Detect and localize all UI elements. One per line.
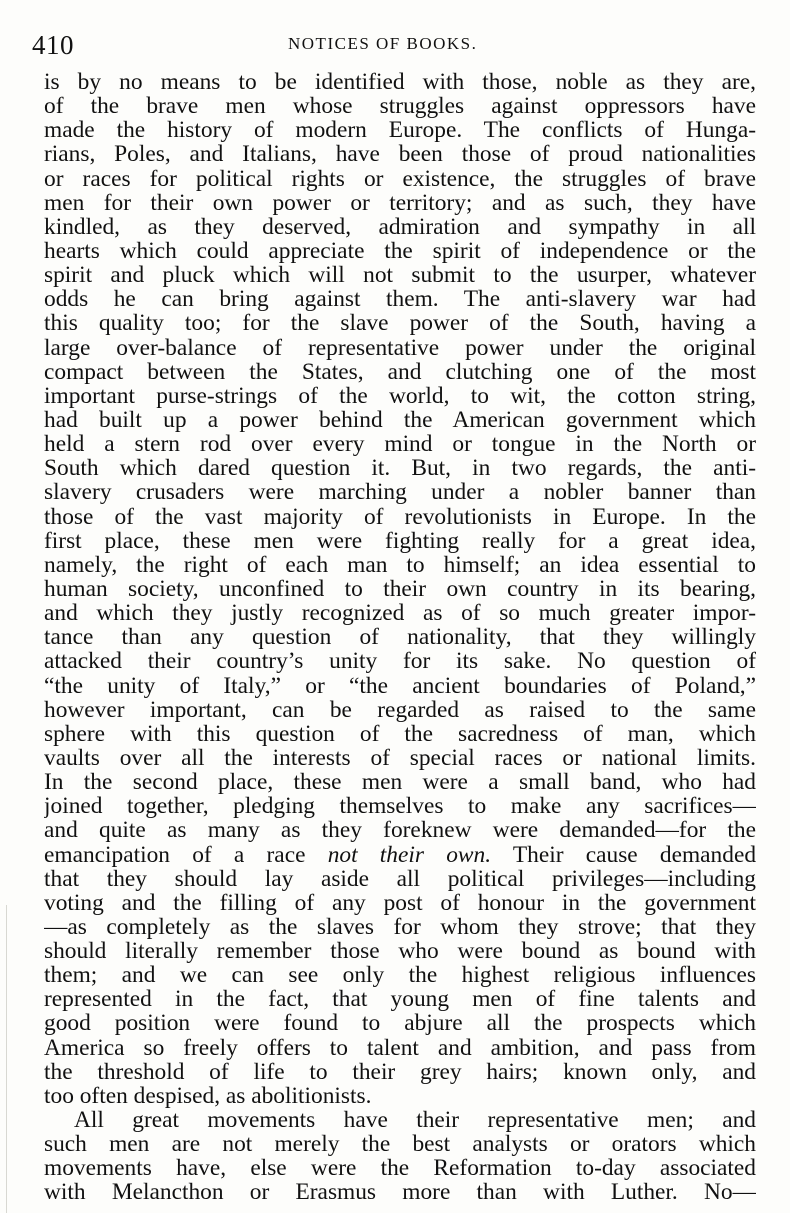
text-line: such men are not merely the best analysts or orators which [44, 1132, 756, 1157]
text-line: namely, the right of each man to himself; an idea essential to [44, 552, 756, 577]
text-line: voting and the filling of any post of honour in the government [44, 890, 756, 915]
text-line: sphere with this question of the sacredness of man, which [44, 721, 756, 746]
text-line: should literally remember those who were bound as bound with [44, 939, 756, 964]
text-line-with-italic [44, 843, 756, 867]
text-line: —as completely as the slaves for whom they strove; that they [44, 914, 756, 940]
text-line: this quality too; for the slave power of the South, having a [44, 311, 756, 336]
gutter-rule [6, 905, 7, 1213]
text-line: rians, Poles, and Italians, have been those of proud nationalities [44, 142, 756, 167]
text-line: odds he can bring against them. The anti-slavery war had [44, 287, 756, 312]
text-line: In the second place, these men were a small band, who had [44, 770, 756, 795]
text-line: however important, can be regarded as raised to the same [44, 697, 756, 722]
text-line: hearts which could appreciate the spirit of independence or the [44, 238, 756, 264]
text-line: South which dared question it. But, in two regards, the anti- [44, 456, 756, 481]
text-line: human society, unconfined to their own country in its bearing, [44, 576, 756, 602]
text-line: and which they justly recognized as of so much greater impor- [44, 601, 756, 626]
text-line: with Melancthon or Erasmus more than with Luther. No— [44, 1180, 756, 1205]
text-line: kindled, as they deserved, admiration and sympathy in all [44, 214, 756, 239]
paragraph-start-line: All great movements have their representative men; and [74, 1108, 756, 1133]
text-line: those of the vast majority of revolutionists in Europe. In the [44, 504, 756, 529]
text-line: slavery crusaders were marching under a nobler banner than [44, 480, 756, 505]
text-line: and quite as many as they foreknew were demanded—for the [44, 818, 756, 843]
text-line: made the history of modern Europe. The conflicts of Hunga- [44, 118, 756, 143]
text-line: of the brave men whose struggles against oppressors have [44, 94, 756, 119]
text-line: the threshold of life to their grey hairs; known only, and [44, 1059, 756, 1084]
text-line: important purse-strings of the world, to wit, the cotton string, [44, 383, 756, 408]
running-head: NOTICES OF BOOKS. [288, 34, 478, 53]
paragraph-end-line: too often despised, as abolitionists. [44, 1083, 372, 1109]
text-line: had built up a power behind the American government which [44, 407, 756, 433]
text-line: movements have, else were the Reformation to-day associated [44, 1156, 756, 1181]
italic-phrase: not their own. [327, 842, 492, 867]
text-segment: emancipation of a race [44, 842, 306, 867]
text-line: first place, these men were fighting really for a great idea, [44, 528, 756, 553]
text-line: spirit and pluck which will not submit to the usurper, whatever [44, 263, 756, 288]
text-line: tance than any question of nationality, that they willingly [44, 625, 756, 650]
text-line: men for their own power or territory; and as such, they have [44, 190, 756, 215]
page-number: 410 [32, 30, 74, 60]
text-line: America so freely offers to talent and ambition, and pass from [44, 1035, 756, 1060]
body-text [44, 70, 756, 1205]
text-line: large over-balance of representative power under the original [44, 335, 756, 360]
text-line: compact between the States, and clutching one of the most [44, 359, 756, 384]
text-line: joined together, pledging themselves to make any sacrifices— [44, 794, 756, 819]
text-line: them; and we can see only the highest religious influences [44, 963, 756, 988]
text-line: represented in the fact, that young men of fine talents and [44, 987, 756, 1012]
text-line: held a stern rod over every mind or tongue in the North or [44, 432, 756, 457]
page-header [32, 30, 770, 60]
text-line: is by no means to be identified with those, noble as they are, [44, 70, 756, 95]
text-line: “the unity of Italy,” or “the ancient boundaries of Poland,” [44, 673, 756, 698]
text-line: attacked their country’s unity for its sake. No question of [44, 649, 756, 674]
text-line: vaults over all the interests of special races or national limits. [44, 745, 756, 771]
text-line: good position were found to abjure all the prospects which [44, 1011, 756, 1036]
text-line: or races for political rights or existence, the struggles of brave [44, 166, 756, 191]
text-line: that they should lay aside all political privileges—including [44, 866, 756, 891]
text-segment: Their cause demanded [491, 842, 756, 867]
